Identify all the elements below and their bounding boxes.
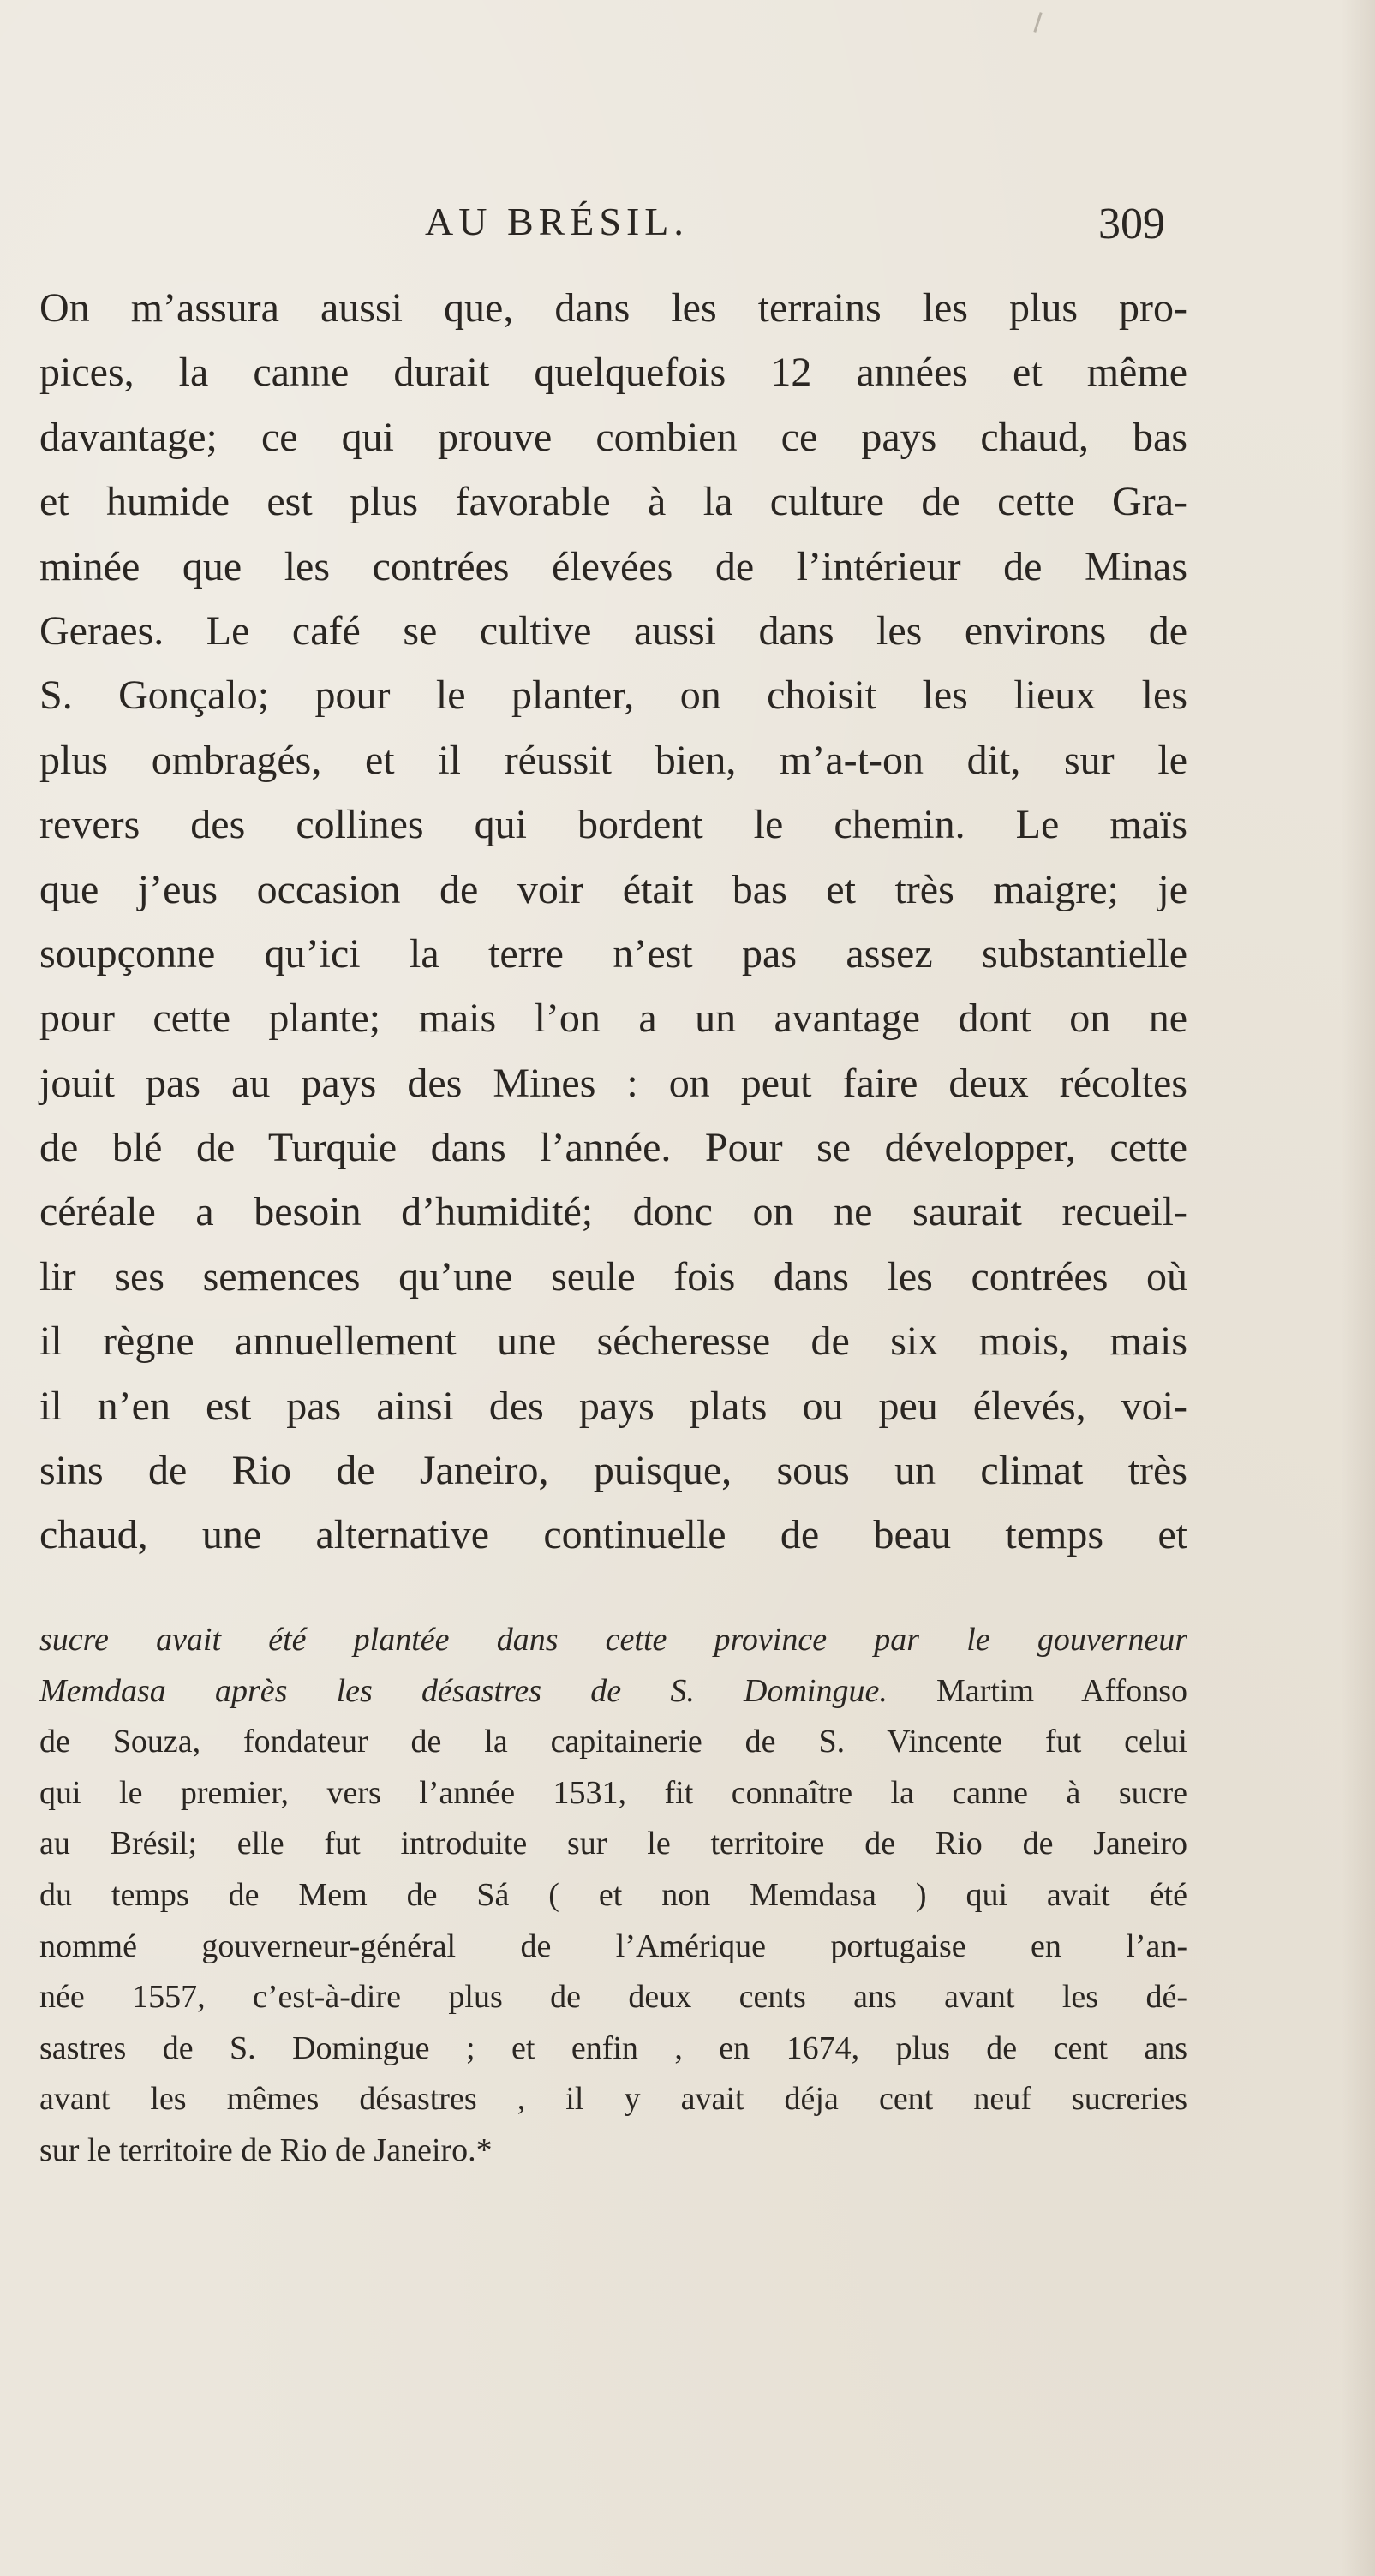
- footnote-line: sucre avait été plantée dans cette province par le gouverneur: [39, 1622, 1187, 1658]
- footnote-line: du temps de Mem de Sá ( et non Memdasa ) qui avait été: [39, 1876, 1187, 1913]
- text-line: revers des collines qui bordent le chemin. Le maïs: [39, 802, 1187, 848]
- footnote-line: nommé gouverneur-général de l’Amérique portugaise en l’an-: [39, 1928, 1187, 1964]
- footnote-line: née 1557, c’est-à-dire plus de deux cents ans avant les dé-: [39, 1979, 1187, 2016]
- page-edge-shadow: [1341, 0, 1375, 2576]
- text-line: pices, la canne durait quelquefois 12 années et même: [39, 350, 1187, 396]
- text-line: chaud, une alternative continuelle de beau temps et: [39, 1512, 1187, 1558]
- running-title: AU BRÉSIL.: [425, 200, 689, 243]
- text-line: il n’en est pas ainsi des pays plats ou peu élevés, voi-: [39, 1383, 1187, 1429]
- footnote-italic-text: Memdasa après les désastres de S. Domingue.: [39, 1672, 888, 1709]
- text-line: On m’assura aussi que, dans les terrains les plus pro-: [39, 285, 1187, 331]
- footnote: [39, 1615, 1187, 2177]
- footnote-line: avant les mêmes désastres , il y avait déja cent neuf sucreries: [39, 2081, 1187, 2118]
- text-line: et humide est plus favorable à la culture de cette Gra-: [39, 479, 1187, 525]
- text-line: céréale a besoin d’humidité; donc on ne saurait recueil-: [39, 1189, 1187, 1235]
- footnote-line: de Souza, fondateur de la capitainerie de S. Vincente fut celui: [39, 1724, 1187, 1760]
- text-line: lir ses semences qu’une seule fois dans les contrées où: [39, 1253, 1187, 1300]
- footnote-line: sastres de S. Domingue ; et enfin , en 1674, plus de cent ans: [39, 2029, 1187, 2066]
- text-line: S. Gonçalo; pour le planter, on choisit les lieux les: [39, 672, 1187, 719]
- text-line: que j’eus occasion de voir était bas et très maigre; je: [39, 866, 1187, 912]
- text-line: plus ombragés, et il réussit bien, m’a-t-on dit, sur le: [39, 737, 1187, 783]
- text-line: il règne annuellement une sécheresse de six mois, mais: [39, 1318, 1187, 1365]
- page-header: [0, 199, 1375, 267]
- text-line: jouit pas au pays des Mines : on peut faire deux récoltes: [39, 1060, 1187, 1106]
- text-line: Geraes. Le café se cultive aussi dans les environs de: [39, 607, 1187, 654]
- main-text: [39, 276, 1187, 1568]
- pencil-mark: [1033, 12, 1042, 33]
- footnote-roman-text: Martim Affonso: [887, 1672, 1187, 1709]
- text-line: pour cette plante; mais l’on a un avantage dont on ne: [39, 995, 1187, 1042]
- text-line: soupçonne qu’ici la terre n’est pas assez substantielle: [39, 930, 1187, 977]
- footnote-line: au Brésil; elle fut introduite sur le territoire de Rio de Janeiro: [39, 1826, 1187, 1862]
- text-line: de blé de Turquie dans l’année. Pour se développer, cette: [39, 1125, 1187, 1171]
- text-line: sins de Rio de Janeiro, puisque, sous un climat très: [39, 1448, 1187, 1494]
- text-line: minée que les contrées élevées de l’intérieur de Minas: [39, 543, 1187, 589]
- footnote-line: sur le territoire de Rio de Janeiro.*: [39, 2131, 493, 2168]
- footnote-line: qui le premier, vers l’année 1531, fit connaître la canne à sucre: [39, 1774, 1187, 1811]
- text-line: davantage; ce qui prouve combien ce pays chaud, bas: [39, 414, 1187, 460]
- footnote-line: [39, 1666, 1187, 1718]
- page-number: 309: [1098, 200, 1165, 248]
